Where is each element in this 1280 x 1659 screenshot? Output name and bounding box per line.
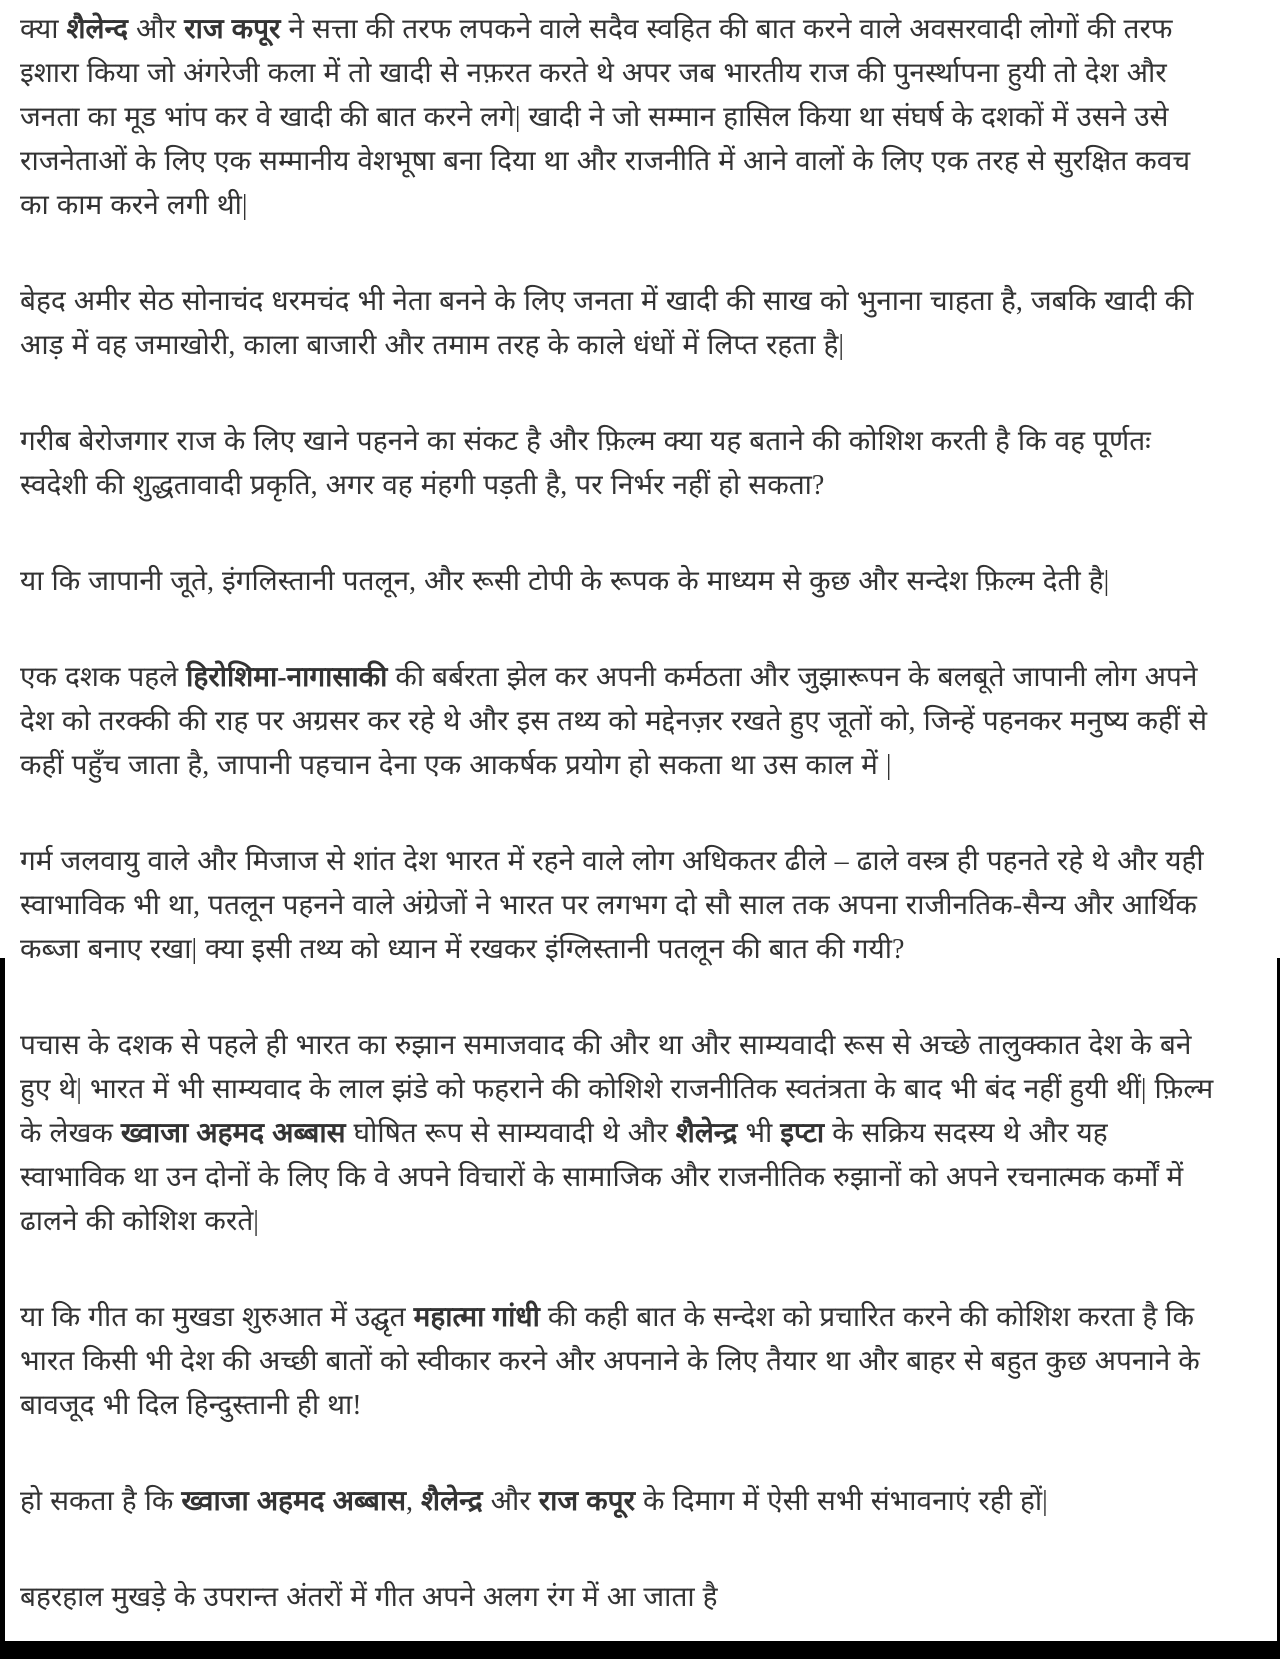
body-text: या कि गीत का मुखडा शुरुआत में उद्घृत — [20, 1302, 414, 1333]
body-text: बहरहाल मुखड़े के उपरान्त अंतरों में गीत अपने अलग रंग में आ जाता है — [20, 1582, 718, 1613]
bold-name-text: ख्वाजा अहमद अब्बास — [120, 1118, 346, 1149]
paragraph-8 — [20, 1296, 1216, 1428]
body-text: पचास के दशक से पहले ही भारत का रुझान समाजवाद की और था और साम्यवादी रूस से अच्छे तालुक्कात देश के बने हुए थे| भारत में भी साम्यवाद के लाल झंडे को फहराने की कोशिशे राजनीतिक स्वतंत्रता के बाद भी बंद नहीं हुयी थीं| फ़िल्म के लेखक — [20, 1030, 1214, 1149]
paragraph-6 — [20, 840, 1216, 972]
body-text: गर्म जलवायु वाले और मिजाज से शांत देश भारत में रहने वाले लोग अधिकतर ढीले – ढाले वस्त्र ही पहनते रहे थे और यही स्वाभाविक भी था, पतलून पहनने वाले अंग्रेजों ने भारत पर लगभग दो सौ साल तक अपना राजीनतिक-सैन्य और आर्थिक कब्जा बनाए रखा| क्या इसी तथ्य को ध्यान में रखकर इंग्लिस्तानी पतलून की बात की गयी? — [20, 846, 1204, 965]
viewport-frame-bottom-bar — [0, 1641, 1280, 1659]
paragraph-2 — [20, 280, 1216, 368]
bold-name-text: राज कपूर — [538, 1486, 636, 1517]
body-text: , — [406, 1486, 422, 1517]
bold-name-text: महात्मा गांधी — [413, 1302, 540, 1333]
body-text: भी — [737, 1118, 781, 1149]
body-text: गरीब बेरोजगार राज के लिए खाने पहनने का संकट है और फ़िल्म क्या यह बताने की कोशिश करती है कि वह पूर्णतः स्वदेशी की शुद्धतावादी प्रकृति, अगर वह मंहगी पड़ती है, पर निर्भर नहीं हो सकता? — [20, 426, 1151, 501]
bold-name-text: ख्वाजा अहमद अब्बास — [181, 1486, 407, 1517]
body-text: और — [482, 1486, 539, 1517]
bold-name-text: हिरोशिमा-नागासाकी — [186, 662, 388, 693]
paragraph-5 — [20, 656, 1216, 788]
body-text: हो सकता है कि — [20, 1486, 182, 1517]
body-text: या कि जापानी जूते, इंगलिस्तानी पतलून, और रूसी टोपी के रूपक के माध्यम से कुछ और सन्देश फ़िल्म देती है| — [20, 566, 1110, 597]
bold-name-text: इप्टा — [780, 1118, 825, 1149]
body-text: घोषित रूप से साम्यवादी थे और — [345, 1118, 676, 1149]
paragraph-7 — [20, 1024, 1216, 1244]
paragraph-4 — [20, 560, 1216, 604]
bold-name-text: शैलेन्द — [66, 14, 129, 45]
body-text: बेहद अमीर सेठ सोनाचंद धरमचंद भी नेता बनने के लिए जनता में खादी की साख को भुनाना चाहता है, जबकि खादी की आड़ में वह जमाखोरी, काला बाजारी और तमाम तरह के काले धंधों में लिप्त रहता है| — [20, 286, 1194, 361]
body-text: की कही बात के सन्देश को प्रचारित करने की कोशिश करता है कि भारत किसी भी देश की अच्छी बातों को स्वीकार करने और अपनाने के लिए तैयार था और बाहर से बहुत कुछ अपनाने के बावजूद भी दिल हिन्दुस्तानी ही था! — [20, 1302, 1200, 1421]
bold-name-text: शैलेन्द्र — [421, 1486, 483, 1517]
body-text: ने सत्ता की तरफ लपकने वाले सदैव स्वहित की बात करने वाले अवसरवादी लोगों की तरफ इशारा किया जो अंगरेजी कला में तो खादी से नफ़रत करते थे अपर जब भारतीय राज की पुनर्स्थापना हुयी तो देश और जनता का मूड भांप कर वे खादी की बात करने लगे| खादी ने जो सम्मान हासिल किया था संघर्ष के दशकों में उसने उसे राजनेताओं के लिए एक सम्मानीय वेशभूषा बना दिया था और राजनीति में आने वालों के लिए एक तरह से सुरक्षित कवच का काम करने लगी थी| — [20, 14, 1191, 221]
body-text: के दिमाग में ऐसी सभी संभावनाएं रही हों| — [635, 1486, 1048, 1517]
viewport-frame-left-edge — [0, 958, 5, 1659]
paragraph-9 — [20, 1480, 1216, 1524]
bold-name-text: शैलेन्द्र — [675, 1118, 738, 1149]
body-text: और — [128, 14, 185, 45]
paragraph-10 — [20, 1576, 1216, 1620]
body-text: एक दशक पहले — [20, 662, 187, 693]
paragraph-1 — [20, 8, 1216, 228]
paragraph-list — [20, 8, 1216, 1620]
bold-name-text: राज कपूर — [184, 14, 281, 45]
body-text: क्या — [20, 14, 67, 45]
body-text: की बर्बरता झेल कर अपनी कर्मठता और जुझारूपन के बलबूते जापानी लोग अपने देश को तरक्की की राह पर अग्रसर कर रहे थे और इस तथ्य को मद्देनज़र रखते हुए जूतों को, जिन्हें पहनकर मनुष्य कहीं से कहीं पहुँच जाता है, जापानी पहचान देना एक आकर्षक प्रयोग हो सकता था उस काल में | — [20, 662, 1208, 781]
paragraph-3 — [20, 420, 1216, 508]
body-text: के सक्रिय सदस्य थे और यह स्वाभाविक था उन दोनों के लिए कि वे अपने विचारों के सामाजिक और राजनीतिक रुझानों को अपने रचनात्मक कर्मों में ढालने की कोशिश करते| — [20, 1118, 1184, 1237]
